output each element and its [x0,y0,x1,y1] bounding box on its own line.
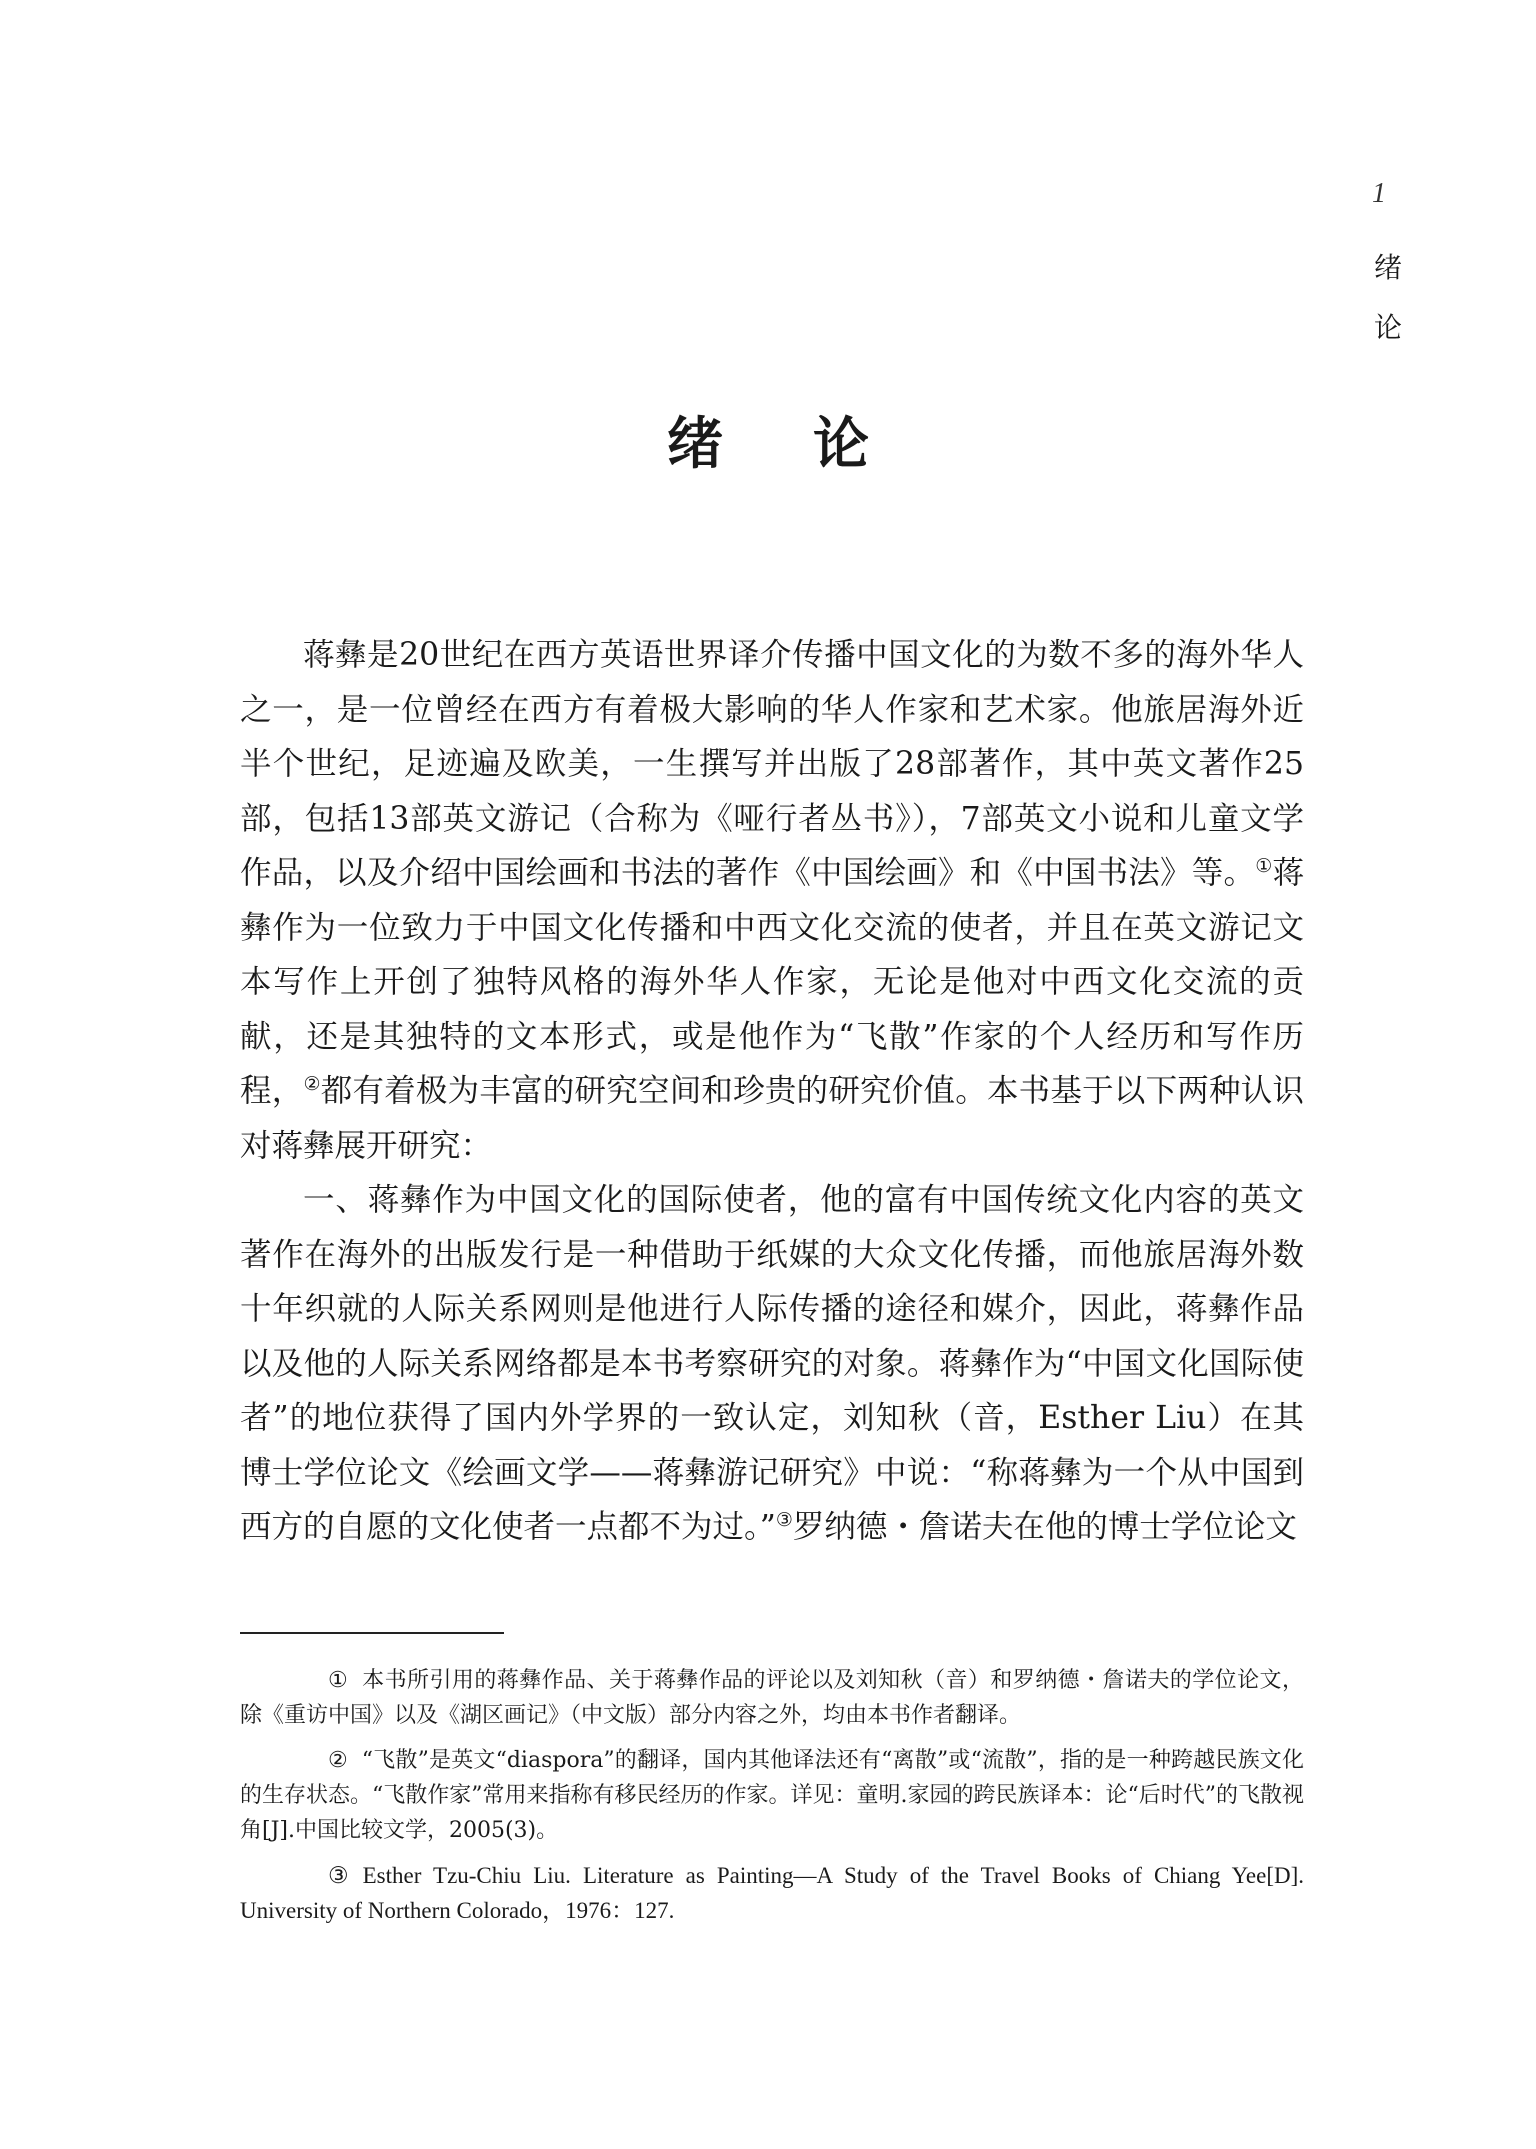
footnote-ref[interactable]: ③ [775,1509,793,1531]
running-head-char: 绪 [1373,251,1402,284]
paragraph-text: 蒋彝作为一位致力于中国文化传播和中西文化交流的使者，并且在英文游记文本写作上开创了独特风格的海外华人作家，无论是他对中西文化交流的贡献，还是其独特的文本形式，或是他作为“飞散”作家的个人经历和写作历程， [240,855,1304,1109]
footnote [240,1743,1304,1848]
footnote-mark: ② [328,1748,348,1773]
paragraph-text: 蒋彝是20世纪在西方英语世界译介传播中国文化的为数不多的海外华人之一，是一位曾经在西方有着极大影响的华人作家和艺术家。他旅居海外近半个世纪，足迹遍及欧美，一生撰写并出版了28部著作，其中英文著作25部，包括13部英文游记（合称为《哑行者丛书》），7部英文小说和儿童文学作品，以及介绍中国绘画和书法的著作《中国绘画》和《中国书法》等。 [240,637,1304,891]
footnote-mark: ① [328,1668,348,1693]
footnote-text: 本书所引用的蒋彝作品、关于蒋彝作品的评论以及刘知秋（音）和罗纳德・詹诺夫的学位论文，除《重访中国》以及《湖区画记》（中文版）部分内容之外，均由本书作者翻译。 [240,1668,1304,1728]
footnote [240,1663,1304,1733]
paragraph [240,1173,1304,1555]
footnotes [240,1663,1304,1938]
footnote-text: Esther Tzu-Chiu Liu. Literature as Painting—A Study of the Travel Books of Chiang Yee[D]. University of Northern Colorado，1976：127. [240,1863,1304,1923]
paragraph-text: 罗纳德・詹诺夫在他的博士学位论文 [792,1509,1297,1545]
footnote [240,1858,1304,1928]
footnote-divider [240,1632,504,1634]
running-head-char: 论 [1373,311,1402,344]
running-head [1368,238,1408,358]
footnote-mark: ③ [328,1863,349,1888]
footnote-ref[interactable]: ② [303,1073,321,1095]
paragraph [240,628,1304,1173]
page-number: 1 [1372,178,1386,209]
paragraph-text: 都有着极为丰富的研究空间和珍贵的研究价值。本书基于以下两种认识对蒋彝展开研究： [240,1073,1304,1164]
body-text [240,628,1304,1555]
footnote-ref[interactable]: ① [1255,855,1273,877]
paragraph-text: 一、蒋彝作为中国文化的国际使者，他的富有中国传统文化内容的英文著作在海外的出版发行是一种借助于纸媒的大众文化传播，而他旅居海外数十年织就的人际关系网则是他进行人际传播的途径和媒介，因此，蒋彝作品以及他的人际关系网络都是本书考察研究的对象。蒋彝作为“中国文化国际使者”的地位获得了国内外学界的一致认定，刘知秋（音，Esther Liu）在其博士学位论文《绘画文学——蒋彝游记研究》中说：“称蒋彝为一个从中国到西方的自愿的文化使者一点都不为过。” [240,1182,1304,1545]
footnote-text: “飞散”是英文“diaspora”的翻译，国内其他译法还有“离散”或“流散”，指的是一种跨越民族文化的生存状态。“飞散作家”常用来指称有移民经历的作家。详见：童明.家园的跨民族译本：论“后时代”的飞散视角[J].中国比较文学，2005(3)。 [240,1748,1304,1843]
chapter-title: 绪论 [667,412,959,477]
